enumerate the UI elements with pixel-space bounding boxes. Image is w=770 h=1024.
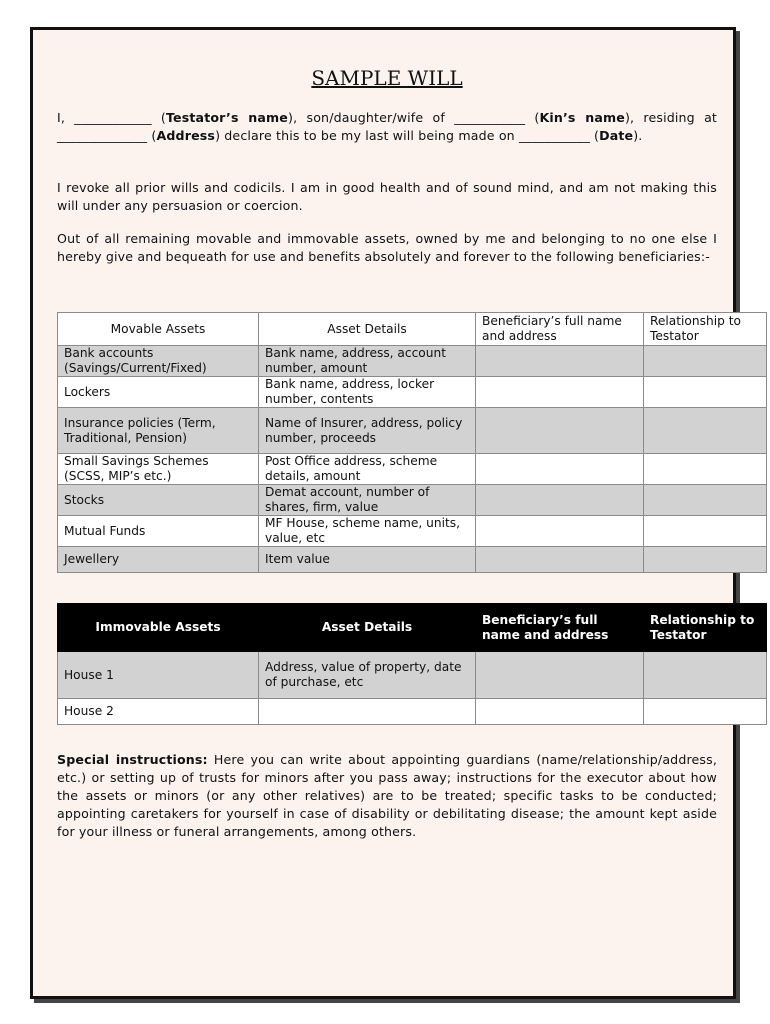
date-label: Date — [599, 128, 634, 143]
table-row — [58, 454, 767, 485]
table-row — [58, 699, 767, 725]
column-header: Asset Details — [259, 313, 476, 346]
table-row — [58, 485, 767, 516]
beneficiary-cell[interactable] — [476, 346, 644, 377]
column-header: Movable Assets — [58, 313, 259, 346]
asset-cell: Stocks — [58, 485, 259, 516]
column-header: Relationship to Testator — [644, 604, 767, 652]
beneficiary-cell[interactable] — [476, 652, 644, 699]
details-cell: Address, value of property, date of purchase, etc — [259, 652, 476, 699]
testator-name-label: Testator’s name — [165, 110, 289, 125]
beneficiary-cell[interactable] — [476, 547, 644, 573]
relationship-cell[interactable] — [644, 408, 767, 454]
table-row — [58, 516, 767, 547]
details-cell: Item value — [259, 547, 476, 573]
special-instructions-label: Special instructions: — [57, 752, 208, 767]
relationship-cell[interactable] — [644, 516, 767, 547]
details-cell: Bank name, address, locker number, contents — [259, 377, 476, 408]
table-header-row — [58, 313, 767, 346]
movable-assets-table — [57, 312, 767, 573]
table-header-row — [58, 604, 767, 652]
table-row — [58, 547, 767, 573]
relationship-cell[interactable] — [644, 377, 767, 408]
column-header: Beneficiary’s full name and address — [476, 313, 644, 346]
column-header: Asset Details — [259, 604, 476, 652]
table-row — [58, 377, 767, 408]
intro-text-1: I, ____________ ( — [57, 110, 166, 125]
column-header: Immovable Assets — [58, 604, 259, 652]
address-label: Address — [156, 128, 216, 143]
kin-name-label: Kin’s name — [539, 110, 625, 125]
relationship-cell[interactable] — [644, 454, 767, 485]
relationship-cell[interactable] — [644, 652, 767, 699]
beneficiary-cell[interactable] — [476, 377, 644, 408]
beneficiary-cell[interactable] — [476, 516, 644, 547]
table-row — [58, 346, 767, 377]
beneficiary-cell[interactable] — [476, 485, 644, 516]
asset-cell: Jewellery — [58, 547, 259, 573]
beneficiary-cell[interactable] — [476, 408, 644, 454]
special-instructions-paragraph — [57, 751, 717, 841]
details-cell: Post Office address, scheme details, amount — [259, 454, 476, 485]
details-cell: Bank name, address, account number, amount — [259, 346, 476, 377]
details-cell: Demat account, number of shares, firm, value — [259, 485, 476, 516]
relationship-cell[interactable] — [644, 547, 767, 573]
asset-cell: Lockers — [58, 377, 259, 408]
table-row — [58, 652, 767, 699]
immovable-assets-table — [57, 603, 767, 725]
details-cell: MF House, scheme name, units, value, etc — [259, 516, 476, 547]
details-cell[interactable] — [259, 699, 476, 725]
details-cell: Name of Insurer, address, policy number, proceeds — [259, 408, 476, 454]
intro-paragraph — [57, 109, 717, 145]
page-title: SAMPLE WILL — [311, 66, 463, 90]
revoke-paragraph: I revoke all prior wills and codicils. I am in good health and of sound mind, and am not making this will under any persuasion or coercion. — [57, 180, 717, 213]
asset-cell: Mutual Funds — [58, 516, 259, 547]
relationship-cell[interactable] — [644, 346, 767, 377]
table-row — [58, 408, 767, 454]
column-header: Relationship to Testator — [644, 313, 767, 346]
intro-text-3: ), residing at ______________ ( — [57, 110, 718, 143]
intro-text-4: ) declare this to be my last will being made on ___________ ( — [215, 128, 600, 143]
intro-text-2: ), son/daughter/wife of ___________ ( — [288, 110, 540, 125]
relationship-cell[interactable] — [644, 699, 767, 725]
asset-cell: Small Savings Schemes (SCSS, MIP’s etc.) — [58, 454, 259, 485]
asset-cell: House 2 — [58, 699, 259, 725]
asset-cell: Insurance policies (Term, Traditional, Pension) — [58, 408, 259, 454]
document-page — [30, 27, 755, 999]
asset-cell: Bank accounts (Savings/Current/Fixed) — [58, 346, 259, 377]
bequest-paragraph: Out of all remaining movable and immovable assets, owned by me and belonging to no one else I hereby give and bequeath for use and benefits absolutely and forever to the following beneficiaries:- — [57, 231, 717, 264]
special-instructions-text: Here you can write about appointing guardians (name/relationship/address, etc.) or setting up of trusts for minors after you pass away; instructions for the executor about how the assets or minors (or any other relatives) are to be treated; specific tasks to be conducted; appointing caretakers for yourself in case of disability or debilitating disease; the amount kept aside for your illness or funeral arrangements, among others. — [57, 752, 717, 839]
relationship-cell[interactable] — [644, 485, 767, 516]
column-header: Beneficiary’s full name and address — [476, 604, 644, 652]
beneficiary-cell[interactable] — [476, 699, 644, 725]
beneficiary-cell[interactable] — [476, 454, 644, 485]
asset-cell: House 1 — [58, 652, 259, 699]
intro-text-5: ). — [633, 128, 643, 143]
